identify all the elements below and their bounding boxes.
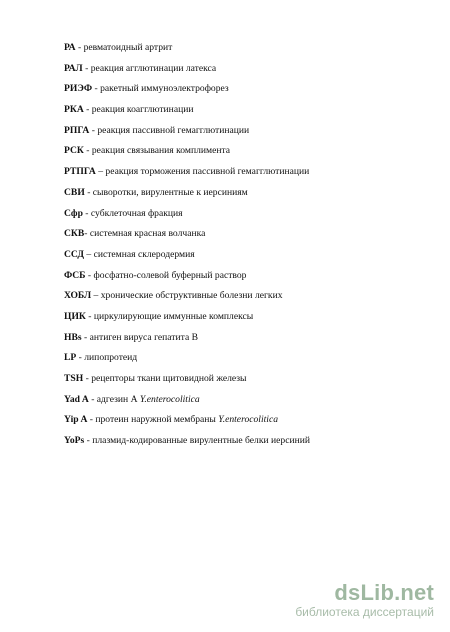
abbreviation-definition (94, 249, 195, 260)
abbreviation-definition-text: фосфатно-солевой буферный раствор (93, 269, 247, 281)
abbreviation-definition (84, 42, 173, 53)
abbreviation-row (64, 286, 394, 307)
abbreviation-term: РСК (64, 145, 84, 157)
abbreviation-separator: - (84, 186, 93, 198)
abbreviation-definition-text: циркулирующие иммунные комплексы (93, 310, 254, 322)
abbreviation-definition (97, 125, 249, 136)
abbreviation-term: Yip A (64, 414, 88, 426)
abbreviation-definition (91, 208, 183, 219)
abbreviation-definition-text: плазмид-кодированные вирулентные белки иерсиний (92, 435, 311, 447)
abbreviation-definition (91, 373, 246, 384)
abbreviation-definition (93, 187, 248, 198)
abbreviation-definition (101, 290, 283, 301)
abbreviation-definition-italic: Y.enterocolitica (139, 393, 200, 405)
abbreviation-definition-text: липопротеид (84, 352, 138, 364)
abbreviation-row (64, 224, 394, 245)
abbreviation-list (64, 38, 394, 452)
abbreviation-term: LP (64, 352, 77, 364)
abbreviation-row (64, 79, 394, 100)
abbreviation-definition-italic: Y.enterocolitica (218, 414, 279, 426)
abbreviation-separator: - (85, 269, 94, 281)
abbreviation-term: РАЛ (64, 62, 83, 74)
abbreviation-definition (92, 104, 194, 115)
abbreviation-term: TSH (64, 373, 84, 384)
abbreviation-row (64, 59, 394, 80)
abbreviation-row (64, 390, 394, 411)
watermark (264, 582, 434, 622)
abbreviation-term: СКВ (64, 228, 85, 240)
abbreviation-row (64, 307, 394, 328)
abbreviation-definition (84, 352, 137, 363)
abbreviation-row (64, 369, 394, 390)
abbreviation-row (64, 431, 394, 452)
abbreviation-definition-text: реакция торможения пассивной гемагглютинации (105, 166, 310, 178)
watermark-subtitle: библиотека диссертаций (295, 605, 434, 619)
abbreviation-definition (94, 311, 253, 322)
abbreviation-term: YoPs (64, 435, 85, 447)
abbreviation-separator: - (76, 352, 85, 364)
abbreviation-row (64, 328, 394, 349)
abbreviation-separator: - (75, 42, 84, 53)
abbreviation-separator: – (95, 166, 106, 178)
abbreviation-row (64, 121, 394, 142)
abbreviation-row (64, 141, 394, 162)
abbreviation-row (64, 162, 394, 183)
abbreviation-separator: - (84, 435, 93, 447)
abbreviation-separator: - (82, 207, 91, 219)
abbreviation-definition-text: адгезин А (96, 393, 140, 405)
abbreviation-term: РКА (64, 104, 84, 116)
abbreviation-separator: - (87, 414, 96, 426)
abbreviation-row (64, 38, 394, 59)
abbreviation-definition (92, 435, 310, 446)
abbreviation-definition-text: реакция коагглютинации (91, 104, 194, 116)
abbreviation-term: РА (64, 42, 76, 53)
abbreviation-term: ЦИК (64, 310, 86, 322)
abbreviation-row (64, 348, 394, 369)
watermark-brand: dsLib.net (334, 580, 434, 605)
abbreviation-row (64, 183, 394, 204)
abbreviation-definition (97, 394, 200, 405)
abbreviation-separator: - (83, 145, 92, 157)
abbreviation-definition-text: антиген вируса гепатита В (89, 331, 198, 343)
abbreviation-definition-text: реакция связывания комплимента (91, 145, 231, 157)
abbreviation-term: ХОБЛ (64, 290, 92, 302)
abbreviation-definition (90, 228, 205, 239)
abbreviation-definition (100, 83, 229, 94)
abbreviation-definition (105, 166, 309, 177)
abbreviation-definition-text: ревматоидный артрит (83, 42, 173, 53)
abbreviation-definition (94, 270, 247, 281)
abbreviation-definition-text: реакция пассивной гемагглютинации (97, 124, 250, 136)
abbreviation-term: ССД (64, 248, 84, 260)
abbreviation-separator: – (83, 248, 94, 260)
abbreviation-definition-text: сыворотки, вирулентные к иерсиниям (92, 186, 248, 198)
abbreviation-term: РИЭФ (64, 83, 93, 95)
abbreviation-definition-text: системная красная волчанка (89, 228, 206, 240)
abbreviation-row (64, 245, 394, 266)
abbreviation-separator: - (92, 83, 101, 95)
abbreviation-term: СВИ (64, 186, 85, 198)
abbreviation-term: РПГА (64, 124, 90, 136)
abbreviation-term: РТПГА (64, 166, 96, 178)
abbreviation-definition-text: протеин наружной мембраны (95, 414, 219, 426)
abbreviation-definition-text: рецепторы ткани щитовидной железы (91, 373, 247, 384)
abbreviation-separator: - (84, 228, 90, 240)
abbreviation-term: Сфр (64, 207, 83, 219)
abbreviation-definition-text: системная склеродермия (93, 248, 195, 260)
abbreviation-separator: - (81, 331, 90, 343)
abbreviation-term: ФСБ (64, 269, 86, 281)
abbreviation-definition-text: реакция агглютинации латекса (90, 62, 217, 74)
abbreviation-definition (95, 414, 278, 425)
abbreviation-row (64, 266, 394, 287)
abbreviation-separator: - (83, 104, 92, 116)
abbreviation-separator: - (88, 393, 97, 405)
abbreviation-definition (91, 63, 216, 74)
abbreviation-definition (90, 332, 198, 343)
abbreviation-separator: - (89, 124, 98, 136)
abbreviation-definition-text: субклеточная фракция (90, 207, 183, 219)
abbreviation-definition-text: ракетный иммуноэлектрофорез (100, 83, 229, 95)
abbreviation-definition-text: хронические обструктивные болезни легких (100, 290, 283, 302)
abbreviation-row (64, 100, 394, 121)
abbreviation-separator: - (82, 62, 91, 74)
abbreviation-separator: - (85, 310, 94, 322)
abbreviation-term: Yad A (64, 393, 89, 405)
abbreviation-separator: – (91, 290, 101, 302)
abbreviation-term: НВs (64, 331, 82, 343)
abbreviation-separator: - (83, 373, 92, 384)
abbreviation-definition (92, 145, 230, 156)
abbreviation-row (64, 204, 394, 225)
abbreviation-row (64, 410, 394, 431)
